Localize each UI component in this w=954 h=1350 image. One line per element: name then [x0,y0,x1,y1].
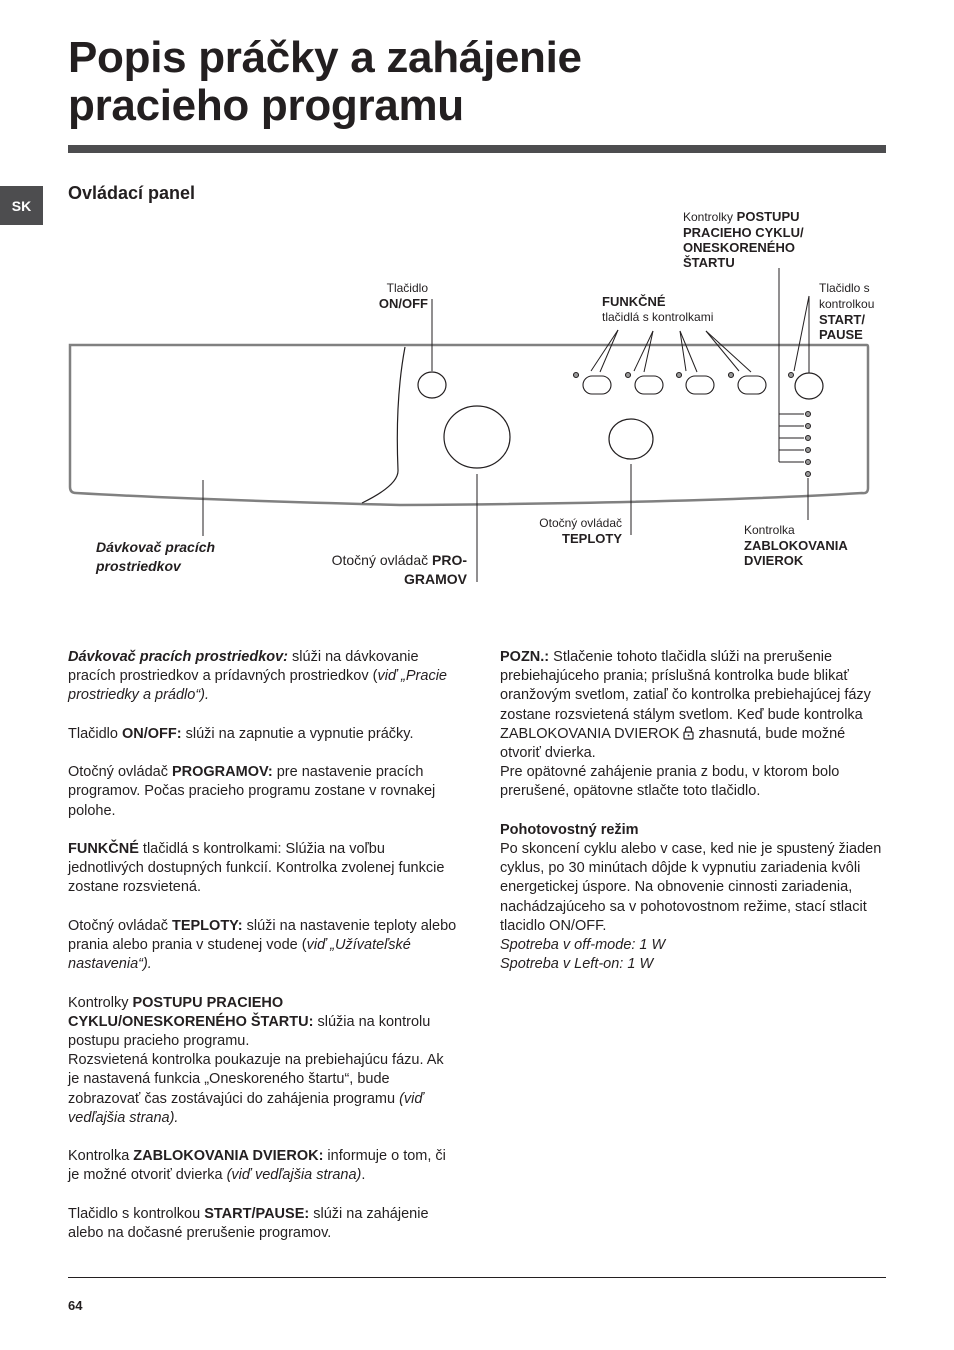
language-tab: SK [0,186,43,225]
progress-ref: (viď vedľajšia strana). [68,1090,424,1126]
program-knob-label-bold-2: GRAMOV [404,571,467,587]
paragraph-start-pause [68,1205,458,1243]
door-lock-label-bold-2: DVIEROK [744,553,804,568]
door-lock-text-3: . [361,1167,366,1184]
temperature-text-2: slúži na nastavenie teploty alebo prania alebo prania v studenej vode ( [68,917,457,953]
temperature-ref: viď „Užívateľské nastavenia“). [68,936,411,973]
page-title-line-2: pracieho programu [68,81,464,130]
progress-leds-label-line-2: PRACIEHO CYKLU/ [683,225,804,240]
on-off-label-small: Tlačidlo [386,281,428,295]
paragraph-progress [68,994,458,1128]
start-pause-text-1: Tlačidlo s kontrolkou [68,1205,205,1222]
on-off-button [418,372,446,398]
temperature-knob-label-bold: TEPLOTY [562,531,622,546]
program-knob-label [300,551,467,589]
dispenser-label [96,538,215,576]
start-led [789,373,794,378]
paragraph-standby [500,821,886,975]
paragraph-temperature [68,917,458,975]
start-pause-label-small-1: Tlačidlo s [819,281,870,295]
start-pause-label-bold-2: PAUSE [819,327,863,342]
progress-leds-label-line-1: POSTUPU [736,209,800,224]
function-buttons-label [602,294,713,325]
door-lock-ref: (viď vedľajšia strana) [226,1167,362,1184]
start-pause-text-2: slúži na zahájenie alebo na dočasné prerušenie programov. [68,1205,429,1241]
program-text-1: Otočný ovládač [68,764,172,781]
door-lock-led [806,472,811,477]
temperature-knob-label [522,515,622,546]
right-column [500,648,886,974]
paragraph-program [68,763,458,821]
program-knob-label-bold-1: PRO- [432,552,467,568]
temperature-knob [609,419,653,459]
start-pause-label-bold-1: START/ [819,312,865,327]
temperature-text-1: Otočný ovládač [68,917,172,934]
note-text-2: zhasnutá, bude možné otvoriť dvierka. [500,725,846,762]
page-title [68,34,888,130]
program-term: PROGRAMOV: [171,764,273,781]
note-term: POZN.: [500,649,550,665]
progress-text-2: slúžia na kontrolu postupu pracieho programu. [68,1013,431,1049]
function-buttons-label-small: tlačidlá s kontrolkami [602,310,714,324]
standby-left-on: Spotreba v Left-on: 1 W [500,956,654,973]
progress-text-1: Kontrolky [68,994,133,1011]
paragraph-dispenser [68,648,458,706]
standby-off-mode: Spotreba v off-mode: 1 W [500,937,666,954]
program-knob-label-normal: Otočný ovládač [331,552,432,568]
function-buttons-label-bold: FUNKČNÉ [602,294,666,309]
start-pause-label-small-2: kontrolkou [819,297,875,311]
progress-text-3: Rozsvietená kontrolka poukazuje na prebiehajúcu fázu. Ak je nastavená funkcia „Oneskoreného štartu“, bude zobrazovať čas zostávajúci do zahájenia programu [68,1052,444,1107]
function-term: FUNKČNÉ [68,840,139,857]
start-pause-button [795,373,823,399]
on-off-term: ON/OFF: [122,725,182,742]
progress-leds-label [683,209,804,270]
title-divider [68,145,886,153]
page-number: 64 [68,1298,83,1313]
program-knob [444,406,510,468]
left-column [68,648,458,1243]
progress-leds-label-line-4: ŠTARTU [683,255,735,270]
program-text-2: pre nastavenie pracích programov. Počas pracieho programu zostane v rovnakej polohe. [68,764,436,819]
dispenser-label-line-1: Dávkovač pracích [96,539,216,555]
page-title-line-1: Popis práčky a zahájenie [68,33,582,82]
dispenser-ref: viď „Pracie prostriedky a prádlo“). [68,668,447,704]
on-off-text-1: Tlačidlo [68,725,122,742]
section-heading: Ovládací panel [68,183,196,203]
door-lock-text-1: Kontrolka [68,1148,134,1165]
door-lock-label [744,522,848,568]
paragraph-function [68,840,458,898]
dispenser-text: slúži na dávkovanie pracích prostriedkov a prídavných prostriedkov ( [68,649,419,685]
standby-text: Po skoncení cyklu alebo v case, ked nie je spustený žiaden cyklus, po 30 minútach dôjde k vypnutiu zariadenia kvôli energetickej úspore. Na obnovenie cinnosti zariadenia, nachádzajúceho sa v pohotovostnom režime, stací stlacit tlacidlo ON/OFF. [500,841,882,934]
dispenser-label-line-2: prostriedkov [96,558,181,574]
footer-divider [68,1277,886,1278]
temperature-knob-label-small: Otočný ovládač [539,516,622,530]
progress-leds-label-line-3: ONESKORENÉHO [683,240,795,255]
progress-leds-label-prefix: Kontrolky [683,210,734,224]
on-off-label-bold: ON/OFF [378,296,428,311]
function-text: tlačidlá s kontrolkami: Slúžia na voľbu jednotlivých dostupných funkcií. Kontrolka zvolenej funkcie zostane rozsvietená. [68,840,445,896]
start-pause-label [819,280,874,342]
paragraph-note [500,648,886,802]
door-lock-label-small: Kontrolka [744,523,795,537]
progress-term: POSTUPU PRACIEHO CYKLU/ONESKORENÉHO ŠTARTU: [68,994,314,1030]
progress-leds [806,412,811,465]
padlock-icon [683,726,694,740]
note-text-3: Pre opätovné zahájenie prania z bodu, v ktorom bolo prerušené, opätovne stlačte toto tlačidlo. [500,764,840,800]
standby-heading: Pohotovostný režim [500,821,639,838]
function-buttons [574,373,767,395]
door-lock-text-2: informuje o tom, či je možné otvoriť dvierka [68,1148,446,1184]
dispenser-term: Dávkovač pracích prostriedkov: [68,649,289,665]
on-off-text-2: slúži na zapnutie a vypnutie práčky. [181,725,414,742]
door-lock-term: ZABLOKOVANIA DVIEROK: [133,1148,324,1165]
paragraph-on-off [68,725,458,744]
door-lock-label-bold-1: ZABLOKOVANIA [744,538,848,553]
on-off-label [366,280,428,311]
paragraph-door-lock [68,1147,458,1185]
start-pause-term: START/PAUSE: [204,1205,310,1222]
note-text-1: Stlačenie tohoto tlačidla slúži na prerušenie prebiehajúceho prania; príslušná kontrolka bude blikať oranžovým svetlom, zatiaľ čo kontrolka prebiehajúcej fázy zostane rozsvietená stálym svetlom. Keď bude kontrolka ZABLOKOVANIA DVIEROK [500,649,871,742]
temperature-term: TEPLOTY: [171,917,243,934]
